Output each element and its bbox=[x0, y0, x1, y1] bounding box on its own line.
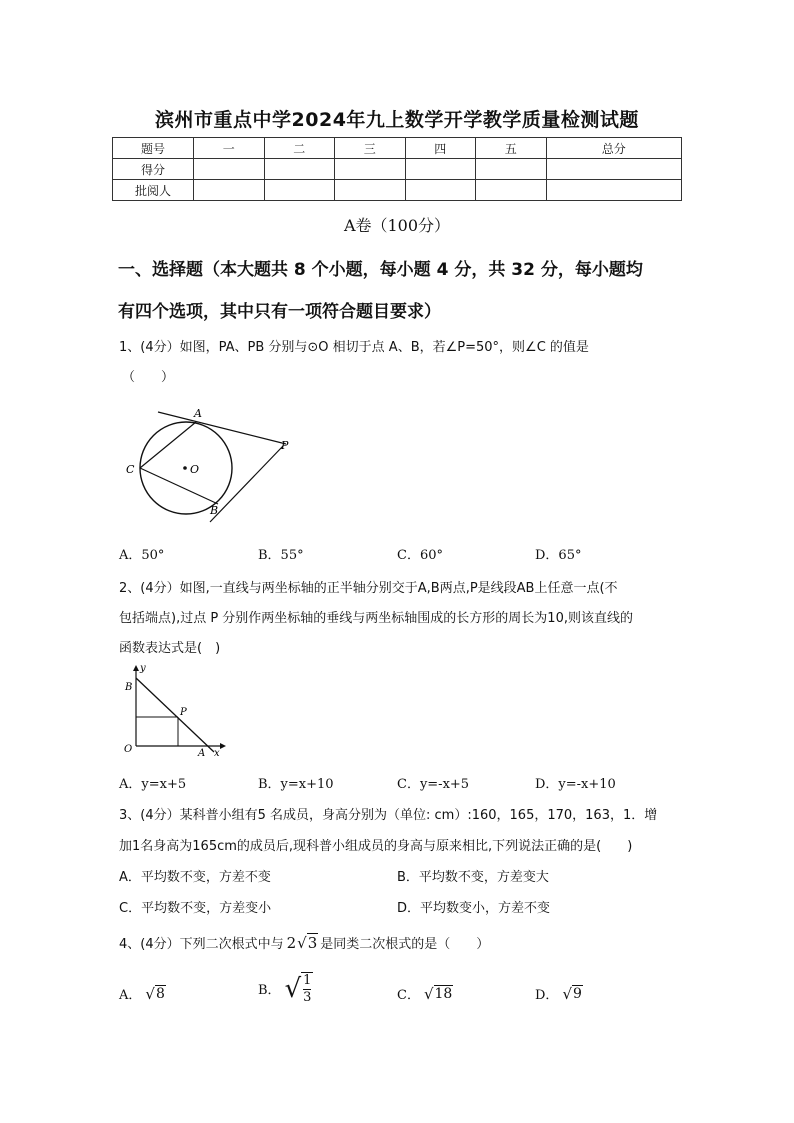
chord-ca bbox=[140, 422, 196, 468]
q1-option-c: C．60° bbox=[397, 548, 443, 563]
table-cell bbox=[405, 159, 476, 180]
label-x: x bbox=[214, 748, 220, 759]
q4-prefix: 4、(4分）下列二次根式中与 bbox=[119, 937, 284, 952]
q2-figure bbox=[118, 660, 228, 760]
q1-figure bbox=[118, 400, 308, 525]
label-o: O bbox=[124, 744, 133, 755]
table-cell bbox=[194, 159, 265, 180]
q2-line1: 2、(4分）如图,一直线与两坐标轴的正半轴分别交于A,B两点,P是线段AB上任意一点(不 bbox=[119, 581, 618, 596]
q1-option-b: B．55° bbox=[258, 548, 304, 563]
q2-option-b: B．y=x+10 bbox=[258, 777, 334, 792]
option-label: D． bbox=[535, 988, 559, 1003]
label-p: P bbox=[281, 439, 289, 452]
q4-radical-arg: 3 bbox=[307, 934, 318, 952]
radicand: 8 bbox=[155, 986, 165, 1002]
sqrt-icon: √ bbox=[297, 933, 307, 952]
section-heading-cont: 有四个选项，其中只有一项符合题目要求） bbox=[118, 302, 441, 322]
table-cell: 三 bbox=[335, 138, 406, 159]
label-a: A bbox=[198, 748, 206, 759]
table-cell bbox=[335, 159, 406, 180]
q4-option-d bbox=[535, 984, 583, 1003]
table-cell bbox=[476, 180, 547, 201]
q2-line3: 函数表达式是( ) bbox=[119, 641, 221, 656]
option-label: A． bbox=[119, 988, 142, 1003]
q3-option-d: D．平均数变小，方差不变 bbox=[397, 901, 551, 916]
page-title: 滨州市重点中学2024年九上数学开学教学质量检测试题 bbox=[155, 109, 639, 131]
q2-option-d: D．y=-x+10 bbox=[535, 777, 616, 792]
q4-suffix: 是同类二次根式的是（ ） bbox=[320, 937, 490, 952]
sqrt-icon: √ bbox=[145, 984, 155, 1003]
q4-option-a bbox=[119, 984, 166, 1003]
label-o: O bbox=[190, 463, 200, 476]
q3-line1: 3、(4分）某科普小组有5 名成员，身高分别为（单位: cm）:160，165，170，163，1．增 bbox=[119, 808, 658, 823]
label-y: y bbox=[140, 663, 146, 674]
sqrt-icon: √ bbox=[284, 973, 302, 1004]
fraction-denominator: 3 bbox=[303, 989, 312, 1005]
center-dot bbox=[183, 466, 187, 470]
label-p: P bbox=[180, 707, 187, 718]
fraction bbox=[301, 972, 313, 1006]
q3-option-a: A．平均数不变，方差不变 bbox=[119, 870, 271, 885]
q2-line2: 包括端点),过点 P 分别作两坐标轴的垂线与两坐标轴围成的长方形的周长为10,则该直线的 bbox=[119, 611, 633, 626]
table-cell bbox=[264, 180, 335, 201]
table-cell: 四 bbox=[405, 138, 476, 159]
fraction-numerator: 1 bbox=[303, 973, 312, 988]
score-table bbox=[112, 137, 682, 201]
table-cell bbox=[264, 159, 335, 180]
y-arrow bbox=[133, 665, 139, 671]
option-label: C． bbox=[397, 988, 420, 1003]
radicand: 18 bbox=[434, 986, 453, 1002]
option-label: B． bbox=[258, 983, 281, 999]
label-a: A bbox=[194, 407, 202, 420]
table-row bbox=[113, 159, 682, 180]
q1-option-d: D．65° bbox=[535, 548, 582, 563]
table-cell: 题号 bbox=[113, 138, 194, 159]
label-c: C bbox=[126, 463, 135, 476]
q1-option-a: A．50° bbox=[119, 548, 165, 563]
table-cell bbox=[335, 180, 406, 201]
q4-option-c bbox=[397, 984, 453, 1003]
label-b: B bbox=[210, 504, 219, 517]
table-row bbox=[113, 138, 682, 159]
line-ab bbox=[136, 678, 214, 752]
table-cell: 总分 bbox=[546, 138, 682, 159]
table-cell bbox=[405, 180, 476, 201]
q4-text bbox=[119, 933, 489, 952]
q3-line2: 加1名身高为165cm的成员后,现科普小组成员的身高与原来相比,下列说法正确的是( ) bbox=[119, 839, 633, 854]
radicand: 9 bbox=[573, 986, 582, 1002]
table-cell: 批阅人 bbox=[113, 180, 194, 201]
table-cell bbox=[546, 180, 682, 201]
sqrt-icon: √ bbox=[423, 984, 434, 1003]
tangent-pb bbox=[210, 446, 283, 522]
table-row bbox=[113, 180, 682, 201]
table-cell bbox=[476, 159, 547, 180]
q1-text: 1、(4分）如图，PA、PB 分别与⊙O 相切于点 A、B，若∠P=50°，则∠C 的值是 bbox=[119, 340, 589, 355]
sqrt-icon: √ bbox=[562, 984, 572, 1003]
q4-option-b bbox=[258, 972, 313, 1006]
table-cell bbox=[194, 180, 265, 201]
q3-option-c: C．平均数不变，方差变小 bbox=[119, 901, 272, 916]
q1-paren: （ ） bbox=[122, 370, 175, 385]
q2-option-c: C．y=-x+5 bbox=[397, 777, 470, 792]
table-cell: 得分 bbox=[113, 159, 194, 180]
q2-option-a: A．y=x+5 bbox=[119, 777, 187, 792]
section-a-title: A卷（100分） bbox=[343, 216, 451, 235]
table-cell: 五 bbox=[476, 138, 547, 159]
x-arrow bbox=[220, 743, 226, 749]
section-heading: 一、选择题（本大题共 8 个小题，每小题 4 分，共 32 分，每小题均 bbox=[118, 260, 643, 280]
label-b: B bbox=[125, 682, 133, 693]
q3-option-b: B．平均数不变，方差变大 bbox=[397, 870, 549, 885]
q4-radical-coef: 2 bbox=[286, 933, 297, 952]
table-cell: 二 bbox=[264, 138, 335, 159]
table-cell bbox=[546, 159, 682, 180]
table-cell: 一 bbox=[194, 138, 265, 159]
